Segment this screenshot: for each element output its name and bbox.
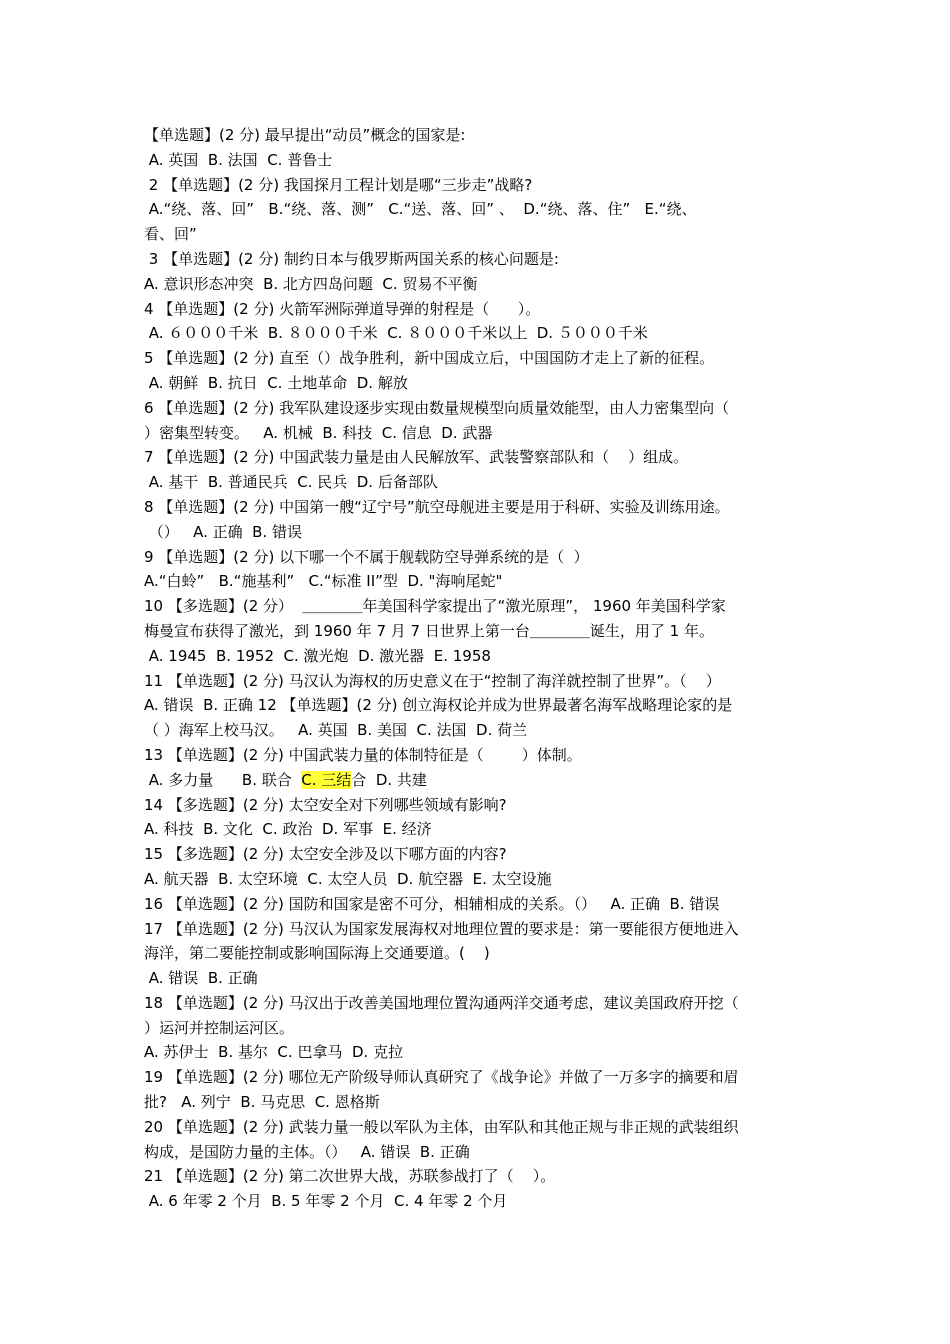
text-line: 构成，是国防力量的主体。（） A. 错误 B. 正确 [144,1142,470,1161]
text-line: A. 科技 B. 文化 C. 政治 D. 军事 E. 经济 [144,820,432,839]
text-line: A. 基干 B. 普通民兵 C. 民兵 D. 后备部队 [144,473,438,492]
text-line: 16 【单选题】(2 分) 国防和国家是密不可分，相辅相成的关系。（） A. 正确 B. 错误 [144,894,720,913]
text-line: 2 【单选题】(2 分) 我国探月工程计划是哪“三步走”战略? [144,175,533,194]
highlighted-answer: C. 三结 [301,770,352,789]
text-line: A. 6 年零 2 个月 B. 5 年零 2 个月 C. 4 年零 2 个月 [144,1192,508,1211]
text-line: 梅曼宣布获得了激光，到 1960 年 7 月 7 日世界上第一台＿＿＿＿诞生，用了 1 年。 [144,621,714,640]
text-line: 18 【单选题】(2 分) 马汉出于改善美国地理位置沟通两洋交通考虑，建议美国政府开挖（ [144,993,739,1012]
text-line: 3 【单选题】(2 分) 制约日本与俄罗斯两国关系的核心问题是: [144,249,559,268]
text-line: （） A. 正确 B. 错误 [144,522,302,541]
text-line: ）密集型转变。 A. 机械 B. 科技 C. 信息 D. 武器 [144,423,493,442]
text-line: A.“绕、落、回” B.“绕、落、测” C.“送、落、回” 、 D.“绕、落、住” E.“绕、 [144,200,697,219]
text-line: 21 【单选题】(2 分) 第二次世界大战，苏联参战打了（ ）。 [144,1167,556,1186]
text-line: A. 英国 B. 法国 C. 普鲁士 [144,150,333,169]
text-line: 7 【单选题】(2 分) 中国武装力量是由人民解放军、武装警察部队和（ ）组成。 [144,448,689,467]
q13-options-line [144,768,820,793]
text-line: （ ）海军上校马汉。 A. 英国 B. 美国 C. 法国 D. 荷兰 [144,721,528,740]
text-line: 20 【单选题】(2 分) 武装力量一般以军队为主体，由军队和其他正规与非正规的武装组织 [144,1117,739,1136]
text-line: A.“白蛉” B.“施基利” C.“标准 II”型 D. "海响尾蛇" [144,572,503,591]
text-line: 8 【单选题】(2 分) 中国第一艘“辽宁号”航空母舰进主要是用于科研、实验及训练用途。 [144,497,730,516]
text-line: 6 【单选题】(2 分) 我军队建设逐步实现由数量规模型向质量效能型，由人力密集型向（ [144,398,730,417]
text-line: A. 错误 B. 正确 [144,969,258,988]
q13-option-a-b: A. 多力量 B. 联合 [144,770,302,789]
text-line: A. 意识形态冲突 B. 北方四岛问题 C. 贸易不平衡 [144,274,478,293]
text-line: 9 【单选题】(2 分) 以下哪一个不属于舰载防空导弹系统的是（ ） [144,547,589,566]
text-line: 5 【单选题】(2 分) 直至（）战争胜利，新中国成立后，中国国防才走上了新的征程。 [144,349,715,368]
text-line: 15 【多选题】(2 分) 太空安全涉及以下哪方面的内容? [144,845,507,864]
text-line: 13 【单选题】(2 分) 中国武装力量的体制特征是（ ）体制。 [144,745,582,764]
text-line: 【单选题】(2 分) 最早提出“动员”概念的国家是: [144,126,466,144]
text-line: ）运河并控制运河区。 [144,1018,295,1037]
text-line: 4 【单选题】(2 分) 火箭军洲际弹道导弹的射程是（ ）。 [144,299,541,318]
question-document [144,123,820,1214]
text-line: 批? A. 列宁 B. 马克思 C. 恩格斯 [144,1093,380,1112]
text-line: A. 朝鲜 B. 抗日 C. 土地革命 D. 解放 [144,373,408,392]
text-line: 海洋，第二要能控制或影响国际海上交通要道。( ) [144,944,490,963]
text-line: 14 【多选题】(2 分) 太空安全对下列哪些领域有影响? [144,795,507,814]
text-line: A. 航天器 B. 太空环境 C. 太空人员 D. 航空器 E. 太空设施 [144,869,552,888]
text-line: A. 苏伊士 B. 基尔 C. 巴拿马 D. 克拉 [144,1043,404,1062]
text-line: A. ６０００千米 B. ８０００千米 C. ８０００千米以上 D. ５０００千米 [144,324,648,343]
text-line: 17 【单选题】(2 分) 马汉认为国家发展海权对地理位置的要求是：第一要能很方便地进入 [144,919,739,938]
text-line: 看、回” [144,225,197,244]
text-line: 19 【单选题】(2 分) 哪位无产阶级导师认真研究了《战争论》并做了一万多字的摘要和眉 [144,1068,739,1087]
text-line: 11 【单选题】(2 分) 马汉认为海权的历史意义在于“控制了海洋就控制了世界”。（ ） [144,671,721,690]
text-line: A. 1945 B. 1952 C. 激光炮 D. 激光器 E. 1958 [144,646,491,665]
q13-option-c-d: 合 D. 共建 [351,770,427,789]
text-line: 10 【多选题】(2 分） ＿＿＿＿年美国科学家提出了“激光原理”， 1960 年美国科学家 [144,597,726,616]
text-line: A. 错误 B. 正确 12 【单选题】(2 分) 创立海权论并成为世界最著名海军战略理论家的是 [144,696,733,715]
